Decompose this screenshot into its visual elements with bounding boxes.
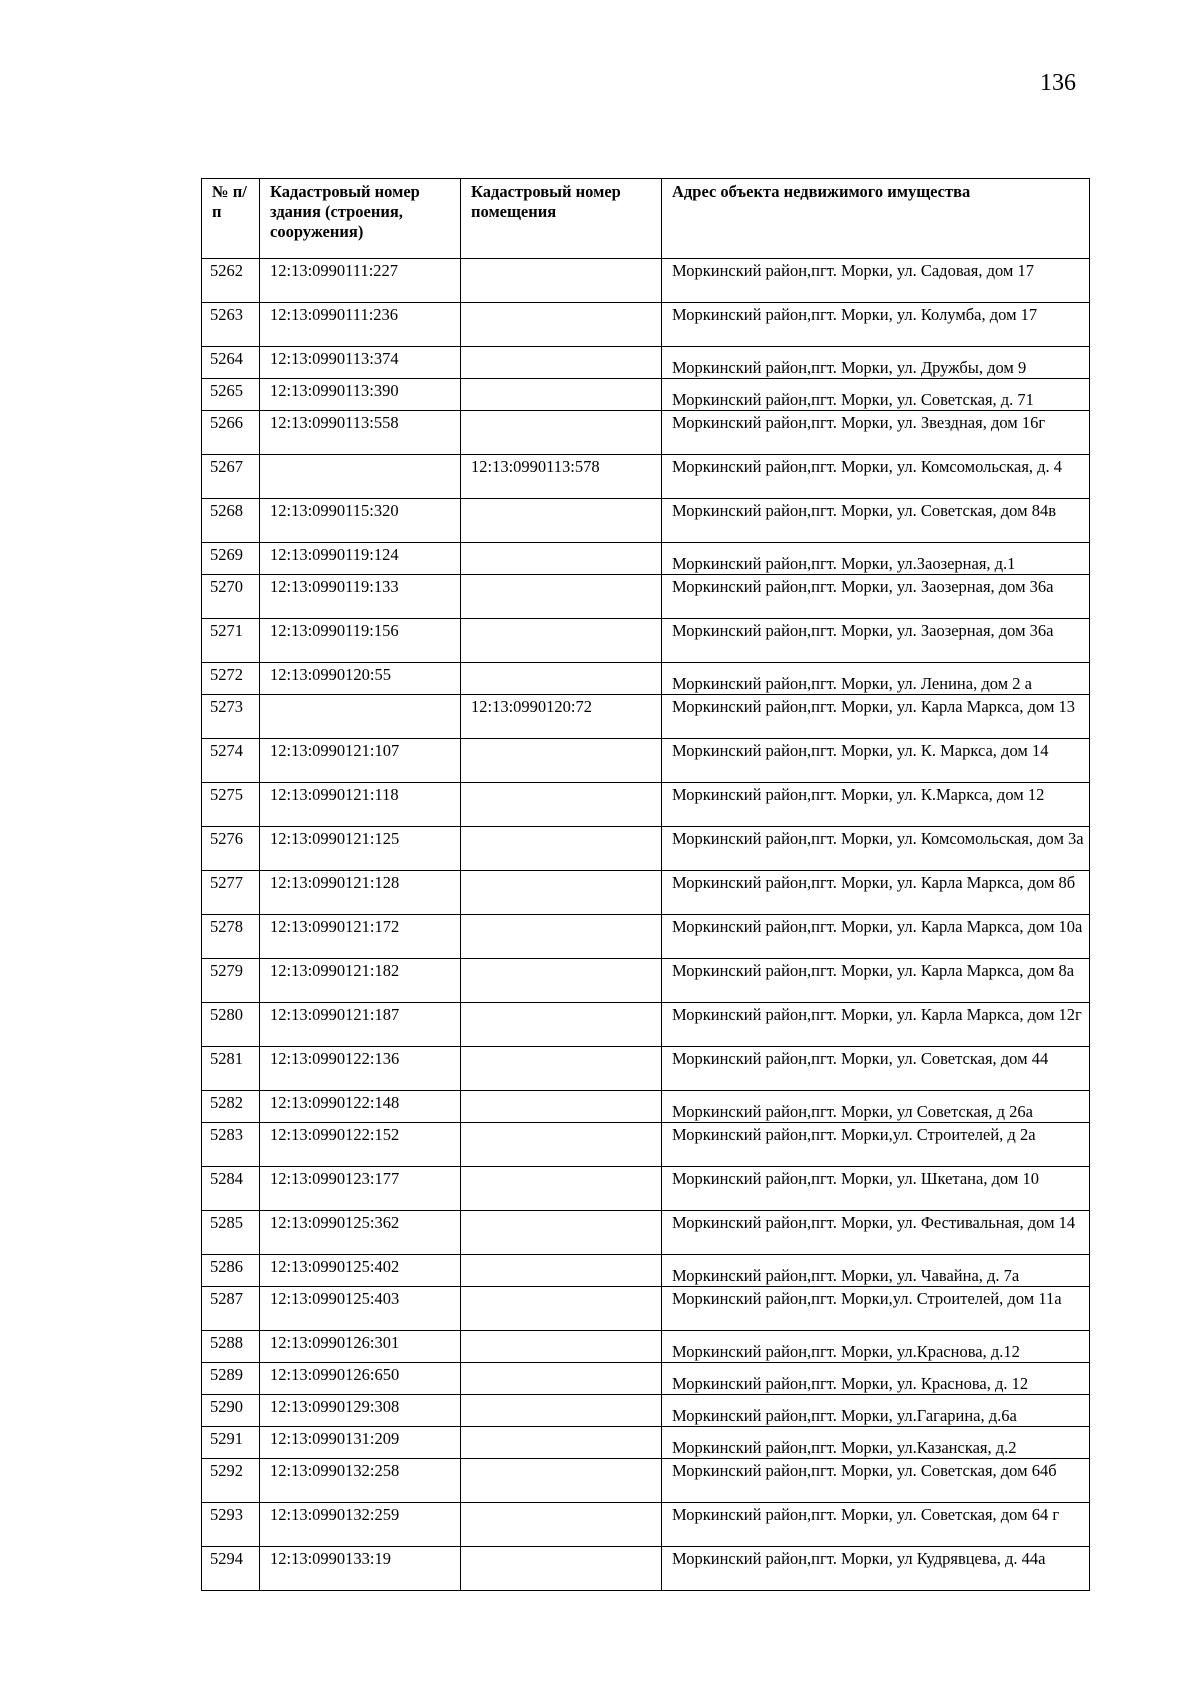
- address-cell: Моркинский район,пгт. Морки, ул. Карла Маркса, дом 8а: [662, 959, 1090, 1003]
- table-row: [202, 915, 1090, 959]
- table-row: [202, 1211, 1090, 1255]
- row-number-cell: 5289: [202, 1363, 260, 1395]
- room-cadastral-cell: [461, 619, 662, 663]
- column-header-address: Адрес объекта недвижимого имущества: [662, 179, 1090, 259]
- row-number-cell: 5270: [202, 575, 260, 619]
- building-cadastral-cell: 12:13:0990121:182: [260, 959, 461, 1003]
- building-cadastral-cell: 12:13:0990119:156: [260, 619, 461, 663]
- address-cell: Моркинский район,пгт. Морки, ул. Краснова, д. 12: [662, 1363, 1090, 1395]
- row-number-cell: 5268: [202, 499, 260, 543]
- room-cadastral-cell: [461, 739, 662, 783]
- row-number-cell: 5263: [202, 303, 260, 347]
- table-row: [202, 1395, 1090, 1427]
- row-number-cell: 5275: [202, 783, 260, 827]
- table-row: [202, 303, 1090, 347]
- table-row: [202, 1047, 1090, 1091]
- address-cell: Моркинский район,пгт. Морки, ул. Советская, дом 84в: [662, 499, 1090, 543]
- room-cadastral-cell: 12:13:0990120:72: [461, 695, 662, 739]
- row-number-cell: 5273: [202, 695, 260, 739]
- row-number-cell: 5266: [202, 411, 260, 455]
- table-row: [202, 871, 1090, 915]
- address-cell: Моркинский район,пгт. Морки, ул. Садовая, дом 17: [662, 259, 1090, 303]
- address-cell: Моркинский район,пгт. Морки, ул. Дружбы, дом 9: [662, 347, 1090, 379]
- address-cell: Моркинский район,пгт. Морки, ул.Казанская, д.2: [662, 1427, 1090, 1459]
- building-cadastral-cell: 12:13:0990113:390: [260, 379, 461, 411]
- building-cadastral-cell: 12:13:0990119:124: [260, 543, 461, 575]
- building-cadastral-cell: 12:13:0990121:125: [260, 827, 461, 871]
- table-row: [202, 695, 1090, 739]
- address-cell: Моркинский район,пгт. Морки, ул Кудрявцева, д. 44а: [662, 1547, 1090, 1591]
- room-cadastral-cell: [461, 575, 662, 619]
- address-cell: Моркинский район,пгт. Морки, ул. Заозерная, дом 36а: [662, 575, 1090, 619]
- row-number-cell: 5287: [202, 1287, 260, 1331]
- room-cadastral-cell: [461, 1123, 662, 1167]
- building-cadastral-cell: 12:13:0990122:152: [260, 1123, 461, 1167]
- row-number-cell: 5291: [202, 1427, 260, 1459]
- address-cell: Моркинский район,пгт. Морки,ул. Строителей, д 2а: [662, 1123, 1090, 1167]
- table-header: [202, 179, 1090, 259]
- table-row: [202, 739, 1090, 783]
- row-number-cell: 5284: [202, 1167, 260, 1211]
- row-number-cell: 5282: [202, 1091, 260, 1123]
- table-row: [202, 1255, 1090, 1287]
- table-row: [202, 1003, 1090, 1047]
- building-cadastral-cell: 12:13:0990132:259: [260, 1503, 461, 1547]
- address-cell: Моркинский район,пгт. Морки, ул. Карла Маркса, дом 8б: [662, 871, 1090, 915]
- table-row: [202, 499, 1090, 543]
- table-row: [202, 1287, 1090, 1331]
- room-cadastral-cell: [461, 783, 662, 827]
- address-cell: Моркинский район,пгт. Морки, ул. К. Маркса, дом 14: [662, 739, 1090, 783]
- table-row: [202, 455, 1090, 499]
- building-cadastral-cell: 12:13:0990133:19: [260, 1547, 461, 1591]
- room-cadastral-cell: [461, 1363, 662, 1395]
- room-cadastral-cell: [461, 1427, 662, 1459]
- table-row: [202, 1091, 1090, 1123]
- address-cell: Моркинский район,пгт. Морки, ул.Гагарина, д.6а: [662, 1395, 1090, 1427]
- room-cadastral-cell: [461, 1547, 662, 1591]
- building-cadastral-cell: 12:13:0990113:374: [260, 347, 461, 379]
- building-cadastral-cell: 12:13:0990126:650: [260, 1363, 461, 1395]
- building-cadastral-cell: 12:13:0990121:187: [260, 1003, 461, 1047]
- row-number-cell: 5267: [202, 455, 260, 499]
- row-number-cell: 5274: [202, 739, 260, 783]
- room-cadastral-cell: [461, 1047, 662, 1091]
- room-cadastral-cell: [461, 663, 662, 695]
- row-number-cell: 5290: [202, 1395, 260, 1427]
- address-cell: Моркинский район,пгт. Морки, ул. Колумба, дом 17: [662, 303, 1090, 347]
- address-cell: Моркинский район,пгт. Морки, ул. Советская, д. 71: [662, 379, 1090, 411]
- building-cadastral-cell: 12:13:0990123:177: [260, 1167, 461, 1211]
- building-cadastral-cell: 12:13:0990125:403: [260, 1287, 461, 1331]
- building-cadastral-cell: 12:13:0990131:209: [260, 1427, 461, 1459]
- table-row: [202, 543, 1090, 575]
- room-cadastral-cell: [461, 1255, 662, 1287]
- table-row: [202, 411, 1090, 455]
- building-cadastral-cell: 12:13:0990121:128: [260, 871, 461, 915]
- address-cell: Моркинский район,пгт. Морки, ул.Краснова, д.12: [662, 1331, 1090, 1363]
- table-row: [202, 379, 1090, 411]
- table-row: [202, 1123, 1090, 1167]
- room-cadastral-cell: [461, 543, 662, 575]
- address-cell: Моркинский район,пгт. Морки, ул. Комсомольская, д. 4: [662, 455, 1090, 499]
- building-cadastral-cell: 12:13:0990111:227: [260, 259, 461, 303]
- address-cell: Моркинский район,пгт. Морки, ул. К.Маркса, дом 12: [662, 783, 1090, 827]
- column-header-building-cadastral: Кадастровый номер здания (строения, сооружения): [260, 179, 461, 259]
- table-row: [202, 1363, 1090, 1395]
- row-number-cell: 5285: [202, 1211, 260, 1255]
- building-cadastral-cell: 12:13:0990122:148: [260, 1091, 461, 1123]
- table-row: [202, 619, 1090, 663]
- building-cadastral-cell: 12:13:0990129:308: [260, 1395, 461, 1427]
- room-cadastral-cell: [461, 1287, 662, 1331]
- building-cadastral-cell: 12:13:0990120:55: [260, 663, 461, 695]
- room-cadastral-cell: [461, 347, 662, 379]
- table-row: [202, 575, 1090, 619]
- table-row: [202, 1503, 1090, 1547]
- row-number-cell: 5278: [202, 915, 260, 959]
- building-cadastral-cell: [260, 455, 461, 499]
- row-number-cell: 5288: [202, 1331, 260, 1363]
- row-number-cell: 5276: [202, 827, 260, 871]
- address-cell: Моркинский район,пгт. Морки, ул. Карла Маркса, дом 12г: [662, 1003, 1090, 1047]
- room-cadastral-cell: [461, 259, 662, 303]
- row-number-cell: 5271: [202, 619, 260, 663]
- room-cadastral-cell: [461, 871, 662, 915]
- column-header-room-cadastral: Кадастровый номер помещения: [461, 179, 662, 259]
- table-row: [202, 347, 1090, 379]
- building-cadastral-cell: [260, 695, 461, 739]
- room-cadastral-cell: 12:13:0990113:578: [461, 455, 662, 499]
- row-number-cell: 5281: [202, 1047, 260, 1091]
- property-table: [201, 178, 1090, 1591]
- row-number-cell: 5294: [202, 1547, 260, 1591]
- table-row: [202, 1427, 1090, 1459]
- table-row: [202, 663, 1090, 695]
- address-cell: Моркинский район,пгт. Морки,ул. Строителей, дом 11а: [662, 1287, 1090, 1331]
- address-cell: Моркинский район,пгт. Морки, ул. Звездная, дом 16г: [662, 411, 1090, 455]
- address-cell: Моркинский район,пгт. Морки, ул. Заозерная, дом 36а: [662, 619, 1090, 663]
- row-number-cell: 5283: [202, 1123, 260, 1167]
- address-cell: Моркинский район,пгт. Морки, ул.Заозерная, д.1: [662, 543, 1090, 575]
- table-row: [202, 783, 1090, 827]
- building-cadastral-cell: 12:13:0990125:402: [260, 1255, 461, 1287]
- table-body: [202, 259, 1090, 1591]
- room-cadastral-cell: [461, 499, 662, 543]
- building-cadastral-cell: 12:13:0990121:118: [260, 783, 461, 827]
- address-cell: Моркинский район,пгт. Морки, ул. Советская, дом 64б: [662, 1459, 1090, 1503]
- row-number-cell: 5293: [202, 1503, 260, 1547]
- room-cadastral-cell: [461, 1003, 662, 1047]
- room-cadastral-cell: [461, 827, 662, 871]
- address-cell: Моркинский район,пгт. Морки, ул. Чавайна, д. 7а: [662, 1255, 1090, 1287]
- row-number-cell: 5280: [202, 1003, 260, 1047]
- address-cell: Моркинский район,пгт. Морки, ул. Карла Маркса, дом 13: [662, 695, 1090, 739]
- address-cell: Моркинский район,пгт. Морки, ул. Фестивальная, дом 14: [662, 1211, 1090, 1255]
- row-number-cell: 5264: [202, 347, 260, 379]
- address-cell: Моркинский район,пгт. Морки, ул. Ленина, дом 2 а: [662, 663, 1090, 695]
- building-cadastral-cell: 12:13:0990126:301: [260, 1331, 461, 1363]
- row-number-cell: 5279: [202, 959, 260, 1003]
- page-number: 136: [1040, 70, 1076, 96]
- table-row: [202, 1331, 1090, 1363]
- room-cadastral-cell: [461, 1503, 662, 1547]
- room-cadastral-cell: [461, 303, 662, 347]
- row-number-cell: 5277: [202, 871, 260, 915]
- room-cadastral-cell: [461, 411, 662, 455]
- column-header-number: № п/п: [202, 179, 260, 259]
- building-cadastral-cell: 12:13:0990121:172: [260, 915, 461, 959]
- row-number-cell: 5265: [202, 379, 260, 411]
- address-cell: Моркинский район,пгт. Морки, ул. Советская, дом 64 г: [662, 1503, 1090, 1547]
- room-cadastral-cell: [461, 1211, 662, 1255]
- building-cadastral-cell: 12:13:0990113:558: [260, 411, 461, 455]
- table-row: [202, 1459, 1090, 1503]
- table-row: [202, 827, 1090, 871]
- address-cell: Моркинский район,пгт. Морки, ул. Советская, дом 44: [662, 1047, 1090, 1091]
- row-number-cell: 5262: [202, 259, 260, 303]
- building-cadastral-cell: 12:13:0990122:136: [260, 1047, 461, 1091]
- row-number-cell: 5292: [202, 1459, 260, 1503]
- address-cell: Моркинский район,пгт. Морки, ул. Шкетана, дом 10: [662, 1167, 1090, 1211]
- room-cadastral-cell: [461, 1395, 662, 1427]
- room-cadastral-cell: [461, 1091, 662, 1123]
- address-cell: Моркинский район,пгт. Морки, ул Советская, д 26а: [662, 1091, 1090, 1123]
- building-cadastral-cell: 12:13:0990132:258: [260, 1459, 461, 1503]
- room-cadastral-cell: [461, 1459, 662, 1503]
- address-cell: Моркинский район,пгт. Морки, ул. Комсомольская, дом 3а: [662, 827, 1090, 871]
- building-cadastral-cell: 12:13:0990119:133: [260, 575, 461, 619]
- row-number-cell: 5286: [202, 1255, 260, 1287]
- building-cadastral-cell: 12:13:0990125:362: [260, 1211, 461, 1255]
- table-row: [202, 1167, 1090, 1211]
- row-number-cell: 5272: [202, 663, 260, 695]
- room-cadastral-cell: [461, 959, 662, 1003]
- building-cadastral-cell: 12:13:0990111:236: [260, 303, 461, 347]
- building-cadastral-cell: 12:13:0990115:320: [260, 499, 461, 543]
- table-row: [202, 259, 1090, 303]
- room-cadastral-cell: [461, 1331, 662, 1363]
- address-cell: Моркинский район,пгт. Морки, ул. Карла Маркса, дом 10а: [662, 915, 1090, 959]
- table-row: [202, 1547, 1090, 1591]
- room-cadastral-cell: [461, 379, 662, 411]
- building-cadastral-cell: 12:13:0990121:107: [260, 739, 461, 783]
- room-cadastral-cell: [461, 1167, 662, 1211]
- room-cadastral-cell: [461, 915, 662, 959]
- row-number-cell: 5269: [202, 543, 260, 575]
- table-row: [202, 959, 1090, 1003]
